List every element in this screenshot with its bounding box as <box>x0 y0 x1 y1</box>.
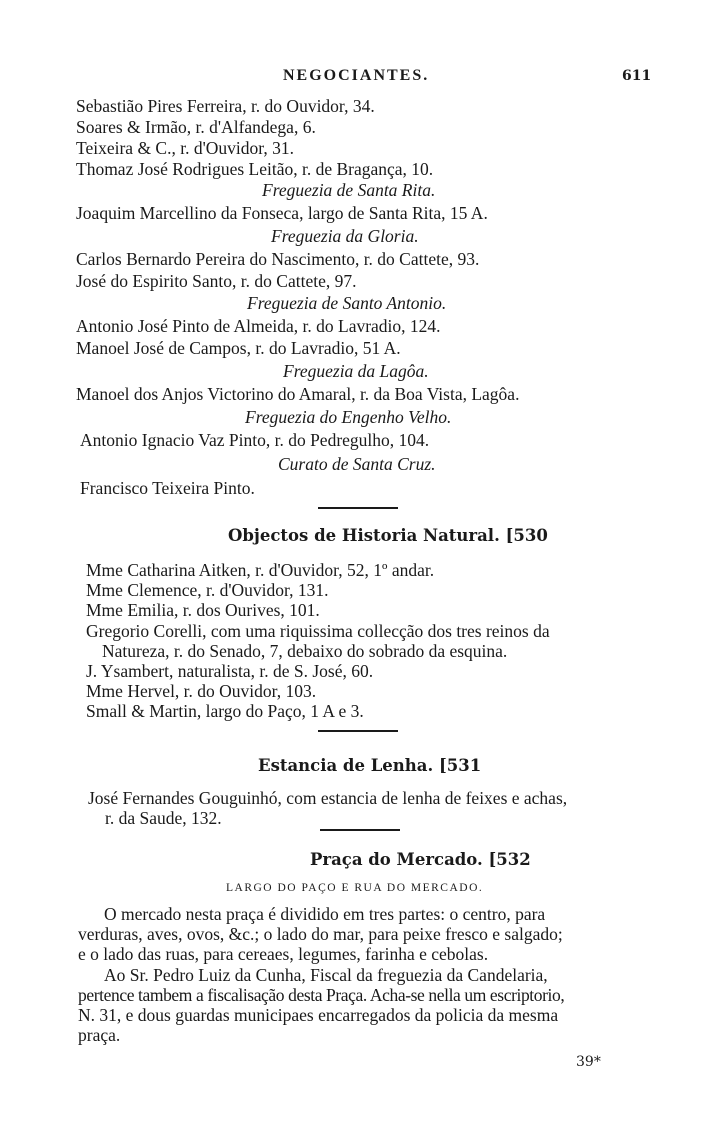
entry: Joaquim Marcellino da Fonseca, largo de Santa Rita, 15 A. <box>76 203 488 223</box>
entry: Mme Emilia, r. dos Ourives, 101. <box>86 600 320 620</box>
entry: Francisco Teixeira Pinto. <box>80 478 255 498</box>
entry-continuation: r. da Saude, 132. <box>105 808 222 828</box>
paragraph-line: pertence tambem a fiscalisação desta Praça. Acha-se nella um escriptorio, <box>78 985 565 1005</box>
entry: José Fernandes Gouguinhó, com estancia de lenha de feixes e achas, <box>88 788 568 808</box>
section-divider <box>318 730 398 732</box>
paragraph-line: verduras, aves, ovos, &c.; o lado do mar, para peixe fresco e salgado; <box>78 924 563 944</box>
parish-heading: Freguezia do Engenho Velho. <box>245 407 452 427</box>
paragraph-line: praça. <box>78 1025 121 1045</box>
parish-heading: Curato de Santa Cruz. <box>278 454 436 474</box>
page-number: 611 <box>622 68 652 84</box>
entry: Teixeira & C., r. d'Ouvidor, 31. <box>76 138 294 158</box>
parish-heading: Freguezia de Santo Antonio. <box>247 293 447 313</box>
entry: Thomaz José Rodrigues Leitão, r. de Bragança, 10. <box>76 159 434 179</box>
entry: Gregorio Corelli, com uma riquissima collecção dos tres reinos da <box>86 621 550 641</box>
paragraph-line: Ao Sr. Pedro Luiz da Cunha, Fiscal da freguezia da Candelaria, <box>104 965 548 985</box>
entry: Carlos Bernardo Pereira do Nascimento, r. do Cattete, 93. <box>76 249 480 269</box>
signature-mark: 39* <box>576 1054 601 1070</box>
section-heading: Objectos de Historia Natural. [530 <box>228 526 548 545</box>
section-heading: Praça do Mercado. [532 <box>310 850 531 869</box>
entry: Manoel José de Campos, r. do Lavradio, 51 A. <box>76 338 401 358</box>
entry: Soares & Irmão, r. d'Alfandega, 6. <box>76 117 316 137</box>
entry: José do Espirito Santo, r. do Cattete, 97. <box>76 271 357 291</box>
entry: Mme Clemence, r. d'Ouvidor, 131. <box>86 580 329 600</box>
subheading: LARGO DO PAÇO E RUA DO MERCADO. <box>226 882 484 894</box>
paragraph-line: O mercado nesta praça é dividido em tres partes: o centro, para <box>104 904 546 924</box>
running-header: NEGOCIANTES. <box>283 67 430 84</box>
parish-heading: Freguezia da Gloria. <box>271 226 419 246</box>
entry-continuation: Natureza, r. do Senado, 7, debaixo do sobrado da esquina. <box>102 641 508 661</box>
parish-heading: Freguezia da Lagôa. <box>283 361 429 381</box>
entry: Sebastião Pires Ferreira, r. do Ouvidor, 34. <box>76 96 375 116</box>
entry: Manoel dos Anjos Victorino do Amaral, r. da Boa Vista, Lagôa. <box>76 384 520 404</box>
entry: Antonio Ignacio Vaz Pinto, r. do Pedregulho, 104. <box>80 430 430 450</box>
entry: Mme Hervel, r. do Ouvidor, 103. <box>86 681 317 701</box>
section-divider <box>318 507 398 509</box>
entry: J. Ysambert, naturalista, r. de S. José, 60. <box>86 661 374 681</box>
paragraph-line: N. 31, e dous guardas municipaes encarregados da policia da mesma <box>78 1005 559 1025</box>
entry: Mme Catharina Aitken, r. d'Ouvidor, 52, 1º andar. <box>86 560 435 580</box>
section-divider <box>320 829 400 831</box>
entry: Antonio José Pinto de Almeida, r. do Lavradio, 124. <box>76 316 441 336</box>
section-heading: Estancia de Lenha. [531 <box>258 756 482 775</box>
entry: Small & Martin, largo do Paço, 1 A e 3. <box>86 701 364 721</box>
paragraph-line: e o lado das ruas, para cereaes, legumes, farinha e cebolas. <box>78 944 489 964</box>
parish-heading: Freguezia de Santa Rita. <box>262 180 436 200</box>
